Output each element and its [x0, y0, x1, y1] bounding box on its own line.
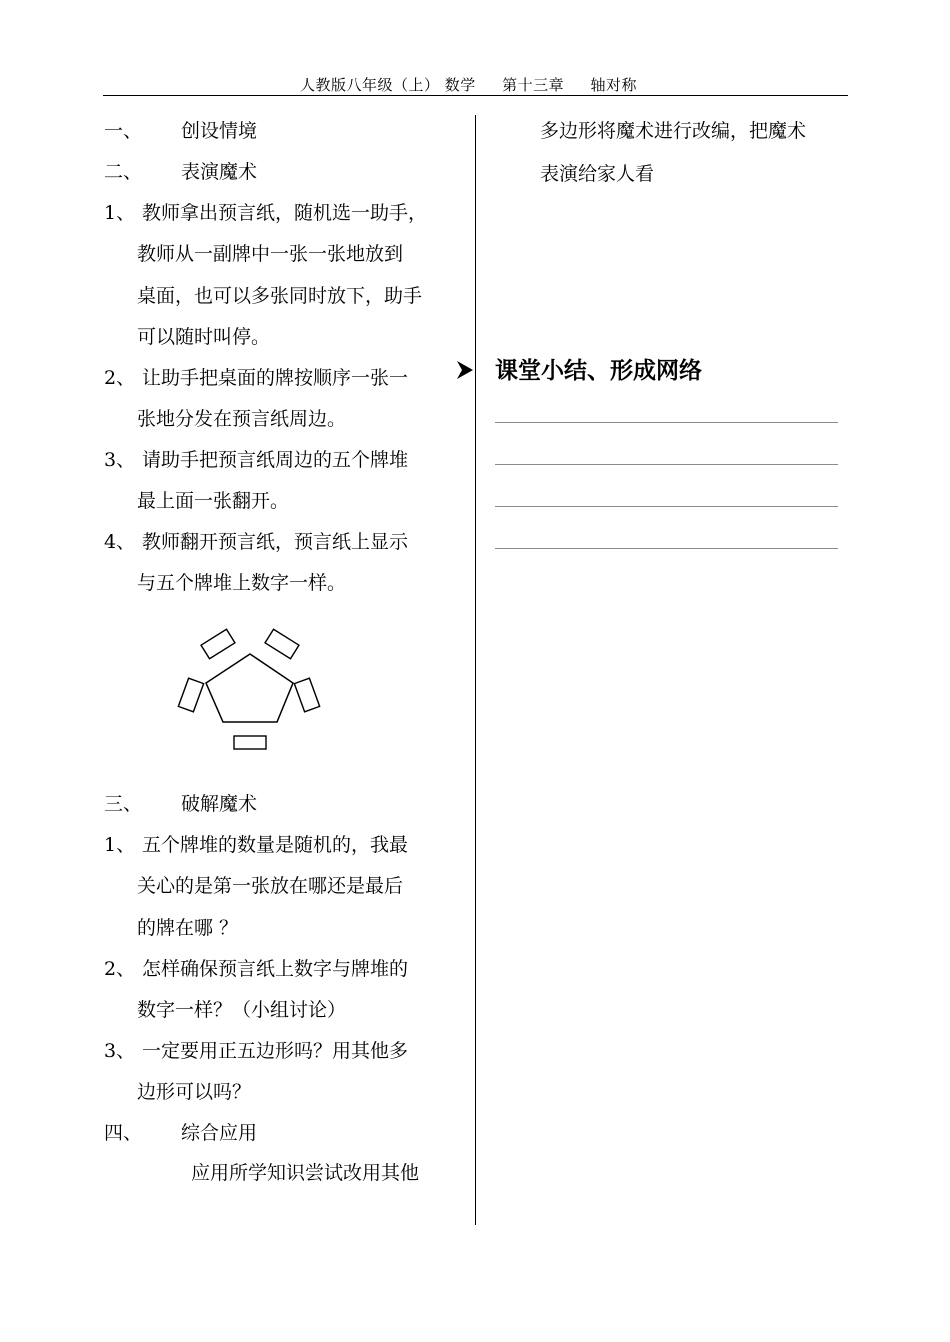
column-divider	[475, 115, 476, 1225]
section-title-magic: 表演魔术	[181, 161, 258, 183]
step-line: 最上面一张翻开。	[137, 490, 290, 512]
answer-blank-line[interactable]	[495, 506, 838, 507]
step-number: 3、	[104, 449, 136, 471]
step-line: 让助手把桌面的牌按顺序一张一	[142, 367, 409, 389]
step-line: 的牌在哪 ？	[137, 917, 239, 939]
step-line: 教师翻开预言纸，预言纸上显示	[142, 531, 409, 553]
section-number: 二、	[104, 161, 143, 183]
card-pile	[234, 736, 266, 749]
answer-blank-line[interactable]	[495, 422, 838, 423]
step-number: 2、	[104, 958, 136, 980]
continued-line: 多边形将魔术进行改编，把魔术	[540, 120, 807, 142]
step-line: 一定要用正五边形吗？用其他多	[142, 1040, 409, 1062]
section-number: 一、	[104, 120, 143, 142]
step-line: 教师拿出预言纸，随机选一助手，	[142, 202, 428, 224]
step-line: 与五个牌堆上数字一样。	[137, 572, 347, 594]
answer-blank-line[interactable]	[495, 548, 838, 549]
header-rule	[103, 95, 848, 96]
step-line: 教师从一副牌中一张一张地放到	[137, 243, 404, 265]
section-title-apply: 综合应用	[181, 1122, 258, 1144]
step-number: 3、	[104, 1040, 136, 1062]
section-title-intro: 创设情境	[181, 120, 258, 142]
card-pile	[294, 678, 319, 712]
step-number: 4、	[104, 531, 136, 553]
step-line: 五个牌堆的数量是随机的，我最	[142, 834, 409, 856]
pentagon-cards-diagram	[170, 620, 330, 760]
step-line: 关心的是第一张放在哪还是最后	[137, 875, 404, 897]
card-pile	[265, 629, 299, 658]
section-number: 三、	[104, 793, 143, 815]
step-line: 数字一样？（小组讨论）	[137, 999, 347, 1021]
section-number: 四、	[104, 1122, 143, 1144]
step-line: 可以随时叫停。	[137, 326, 271, 348]
section-title-solve: 破解魔术	[181, 793, 258, 815]
step-line: 边形可以吗？	[137, 1081, 252, 1103]
arrow-bullet-icon	[455, 359, 475, 381]
pentagon	[206, 654, 293, 722]
answer-blank-line[interactable]	[495, 464, 838, 465]
step-number: 1、	[104, 202, 136, 224]
step-number: 1、	[104, 834, 136, 856]
step-line: 怎样确保预言纸上数字与牌堆的	[142, 958, 409, 980]
step-line: 张地分发在预言纸周边。	[137, 408, 347, 430]
step-number: 2、	[104, 367, 136, 389]
apply-line: 应用所学知识尝试改用其他	[191, 1162, 420, 1184]
card-pile	[178, 678, 203, 712]
step-line: 桌面，也可以多张同时放下，助手	[137, 285, 423, 307]
page-header: 人教版八年级（上） 数学 第十三章 轴对称	[300, 76, 637, 94]
continued-line: 表演给家人看	[540, 163, 655, 185]
step-line: 请助手把预言纸周边的五个牌堆	[142, 449, 409, 471]
card-pile	[201, 629, 235, 658]
summary-title: 课堂小结、形成网络	[495, 358, 702, 384]
